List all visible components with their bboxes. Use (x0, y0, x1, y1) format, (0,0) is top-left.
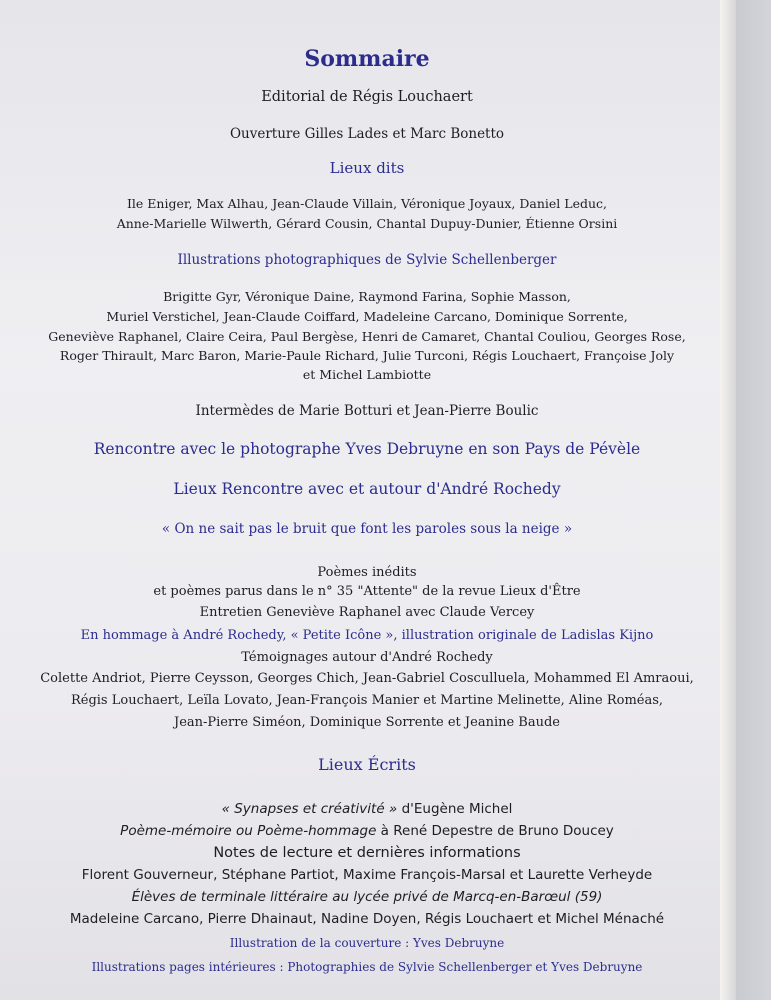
entretien: Entretien Geneviève Raphanel avec Claude Vercey (199, 605, 535, 620)
illustrations-authors-2: Muriel Verstichel, Jean-Claude Coiffard, Madeleine Carcano, Dominique Sorrente, (106, 309, 628, 324)
poeme-memoire-rest: à René Depestre de Bruno Doucey (376, 823, 614, 839)
poemes-parus: et poèmes parus dans le n° 35 "Attente" de la revue Lieux d'Être (153, 584, 581, 599)
rencontre-photographe: Rencontre avec le photographe Yves Debruyne en son Pays de Pévèle (93, 440, 641, 458)
lieux-dits-heading: Lieux dits (329, 159, 405, 177)
eleves-authors: Madeleine Carcano, Pierre Dhainaut, Nadine Doyen, Régis Louchaert et Michel Ménaché (69, 911, 665, 927)
illustrations-authors-4: Roger Thirault, Marc Baron, Marie-Paule Richard, Julie Turconi, Régis Louchaert, Françoise Joly (59, 348, 675, 363)
poeme-memoire-title: Poème-mémoire ou Poème-hommage (120, 823, 377, 839)
lieux-dits-authors-2: Anne-Marielle Wilwerth, Gérard Cousin, Chantal Dupuy-Dunier, Étienne Orsini (116, 216, 618, 231)
hommage-rochedy: En hommage à André Rochedy, « Petite Icône », illustration originale de Ladislas Kijno (80, 628, 654, 643)
synapses-title: « Synapses et créativité » (221, 801, 398, 817)
editorial: Editorial de Régis Louchaert (261, 89, 473, 105)
poemes-inedits: Poèmes inédits (317, 565, 417, 580)
notes-authors: Florent Gouverneur, Stéphane Partiot, Maxime François-Marsal et Laurette Verheyde (81, 867, 653, 883)
synapses-line (0, 801, 734, 817)
lieux-ecrits-heading: Lieux Écrits (318, 755, 416, 774)
backdrop (734, 0, 771, 1000)
illustrations-authors-3: Geneviève Raphanel, Claire Ceira, Paul Bergèse, Henri de Camaret, Chantal Couliou, Georges Rose, (48, 329, 686, 344)
page-title: Sommaire (304, 46, 430, 72)
credit-couverture: Illustration de la couverture : Yves Debruyne (229, 936, 505, 950)
temoignages-heading: Témoignages autour d'André Rochedy (241, 650, 493, 665)
notes-heading: Notes de lecture et dernières informations (213, 845, 521, 861)
eleves-line: Élèves de terminale littéraire au lycée privé de Marcq-en-Barœul (59) (131, 889, 603, 905)
illustrations-authors-1: Brigitte Gyr, Véronique Daine, Raymond Farina, Sophie Masson, (163, 289, 571, 304)
temoignages-authors-2: Régis Louchaert, Leïla Lovato, Jean-François Manier et Martine Melinette, Aline Roméas, (70, 693, 664, 708)
poeme-memoire-line (0, 823, 734, 839)
lieux-rencontre: Lieux Rencontre avec et autour d'André Rochedy (173, 480, 561, 498)
synapses-author: d'Eugène Michel (397, 801, 513, 817)
temoignages-authors-1: Colette Andriot, Pierre Ceysson, Georges Chich, Jean-Gabriel Cosculluela, Mohammed El Amraoui, (40, 671, 694, 686)
lieux-dits-authors-1: Ile Eniger, Max Alhau, Jean-Claude Villain, Véronique Joyaux, Daniel Leduc, (126, 196, 607, 211)
credit-interieures: Illustrations pages intérieures : Photographies de Sylvie Schellenberger et Yves Debruyne (91, 960, 643, 974)
illustrations-authors-5: et Michel Lambiotte (302, 367, 432, 382)
citation: « On ne sait pas le bruit que font les paroles sous la neige » (161, 521, 573, 537)
intermedes: Intermèdes de Marie Botturi et Jean-Pierre Boulic (195, 403, 539, 419)
illustrations-photo-heading: Illustrations photographiques de Sylvie Schellenberger (177, 252, 557, 268)
ouverture: Ouverture Gilles Lades et Marc Bonetto (229, 126, 505, 142)
temoignages-authors-3: Jean-Pierre Siméon, Dominique Sorrente et Jeanine Baude (173, 715, 560, 730)
